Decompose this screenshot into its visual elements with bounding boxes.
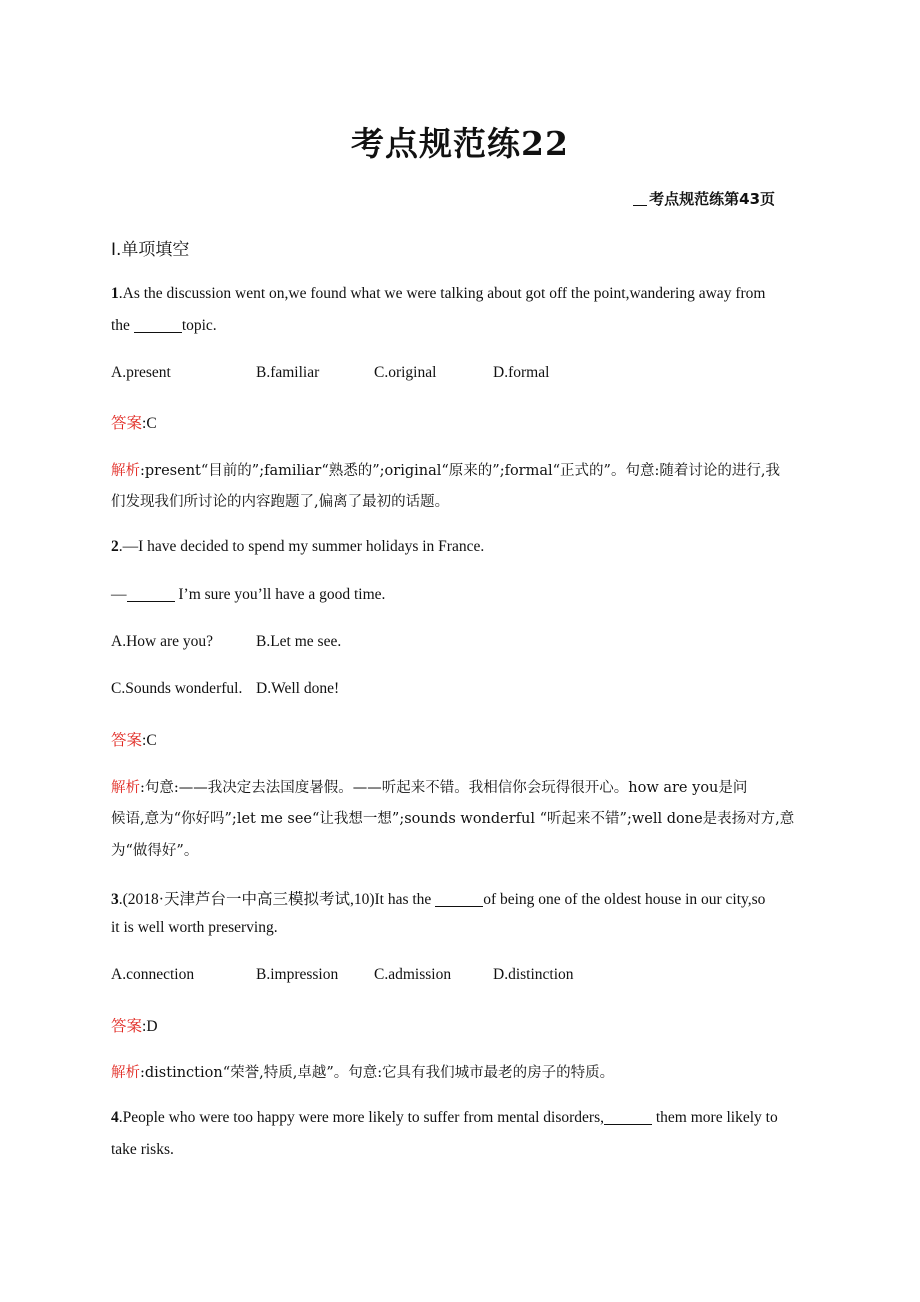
analysis-label: 解析 [111,1065,140,1081]
question-2-analysis-line-1 [111,776,747,797]
option-d: D.Well done! [256,680,340,697]
answer-blank [127,587,175,602]
option-a: A.How are you? [111,633,214,650]
question-text: them more likely to [652,1109,778,1126]
answer-label: 答案 [111,1017,143,1035]
question-number: 3 [111,891,119,908]
question-3-analysis-line-1 [111,1061,614,1082]
question-2-analysis-line-3: 为“做得好”。 [111,843,199,859]
question-number: 4 [111,1109,119,1126]
question-2-line-1 [111,538,484,556]
answer-label: 答案 [111,414,143,432]
page-title: 考点规范练22 [351,124,569,163]
question-1-line-2 [111,317,217,335]
option-b: B.impression [256,966,339,983]
question-3-answer [111,1014,158,1036]
question-number: 2 [111,538,119,555]
question-text: .As the discussion went on,we found what we were talking about got off the point,wandering away from [118,285,766,302]
analysis-text: :present“目前的”;familiar“熟悉的”;original“原来的”;formal“正式的”。句意:随着讨论的进行,我 [140,463,780,479]
option-d: D.distinction [493,966,574,983]
option-a: A.connection [111,966,195,983]
answer-value: :C [142,415,157,432]
answer-value: :C [142,732,157,749]
question-2-line-2 [111,586,385,604]
question-1-line-1 [111,285,765,303]
answer-blank [604,1110,652,1125]
question-4-line-1 [111,1109,778,1127]
question-2-analysis-line-2: 候语,意为“你好吗”;let me see“让我想一想”;sounds wonderful “听起来不错”;well done是表扬对方,意 [111,811,795,827]
analysis-text: :句意:——我决定去法国度暑假。——听起来不错。我相信你会玩得很开心。how are you是问 [140,780,748,796]
answer-blank [134,318,182,333]
section-heading: Ⅰ.单项填空 [111,240,190,260]
option-d: D.formal [493,364,550,381]
question-text: the [111,317,134,334]
analysis-text: :distinction“荣誉,特质,卓越”。句意:它具有我们城市最老的房子的特质。 [140,1065,615,1081]
question-text: .—I have decided to spend my summer holidays in France. [118,538,485,555]
question-3-line-2: it is well worth preserving. [111,919,278,936]
question-1-answer [111,411,157,433]
option-c: C.admission [374,966,452,983]
option-c: C.Sounds wonderful. [111,680,243,697]
question-text: — [111,586,127,603]
answer-label: 答案 [111,731,143,749]
question-text: I’m sure you’ll have a good time. [174,586,386,603]
question-text: of being one of the oldest house in our city,so [483,891,766,908]
analysis-label: 解析 [111,780,140,796]
option-a: A.present [111,364,171,381]
question-1-analysis-line-2: 们发现我们所讨论的内容跑题了,偏离了最初的话题。 [111,494,450,510]
page-reference [633,188,775,209]
option-c: C.original [374,364,437,381]
question-text: .People who were too happy were more likely to suffer from mental disorders, [118,1109,604,1126]
question-text: .(2018·天津芦台一中高三模拟考试,10)It has the [118,891,436,908]
analysis-label: 解析 [111,463,140,479]
option-b: B.Let me see. [256,633,342,650]
option-b: B.familiar [256,364,320,381]
question-text: topic. [181,317,217,334]
answer-value: :D [142,1018,158,1035]
question-number: 1 [111,285,119,302]
question-3-line-1 [111,887,765,909]
answer-blank [435,892,483,907]
question-4-line-2: take risks. [111,1141,174,1158]
question-2-answer [111,728,157,750]
underline-mark [633,191,647,206]
question-1-analysis-line-1 [111,459,780,480]
page-reference-text: 考点规范练第43页 [649,190,775,208]
